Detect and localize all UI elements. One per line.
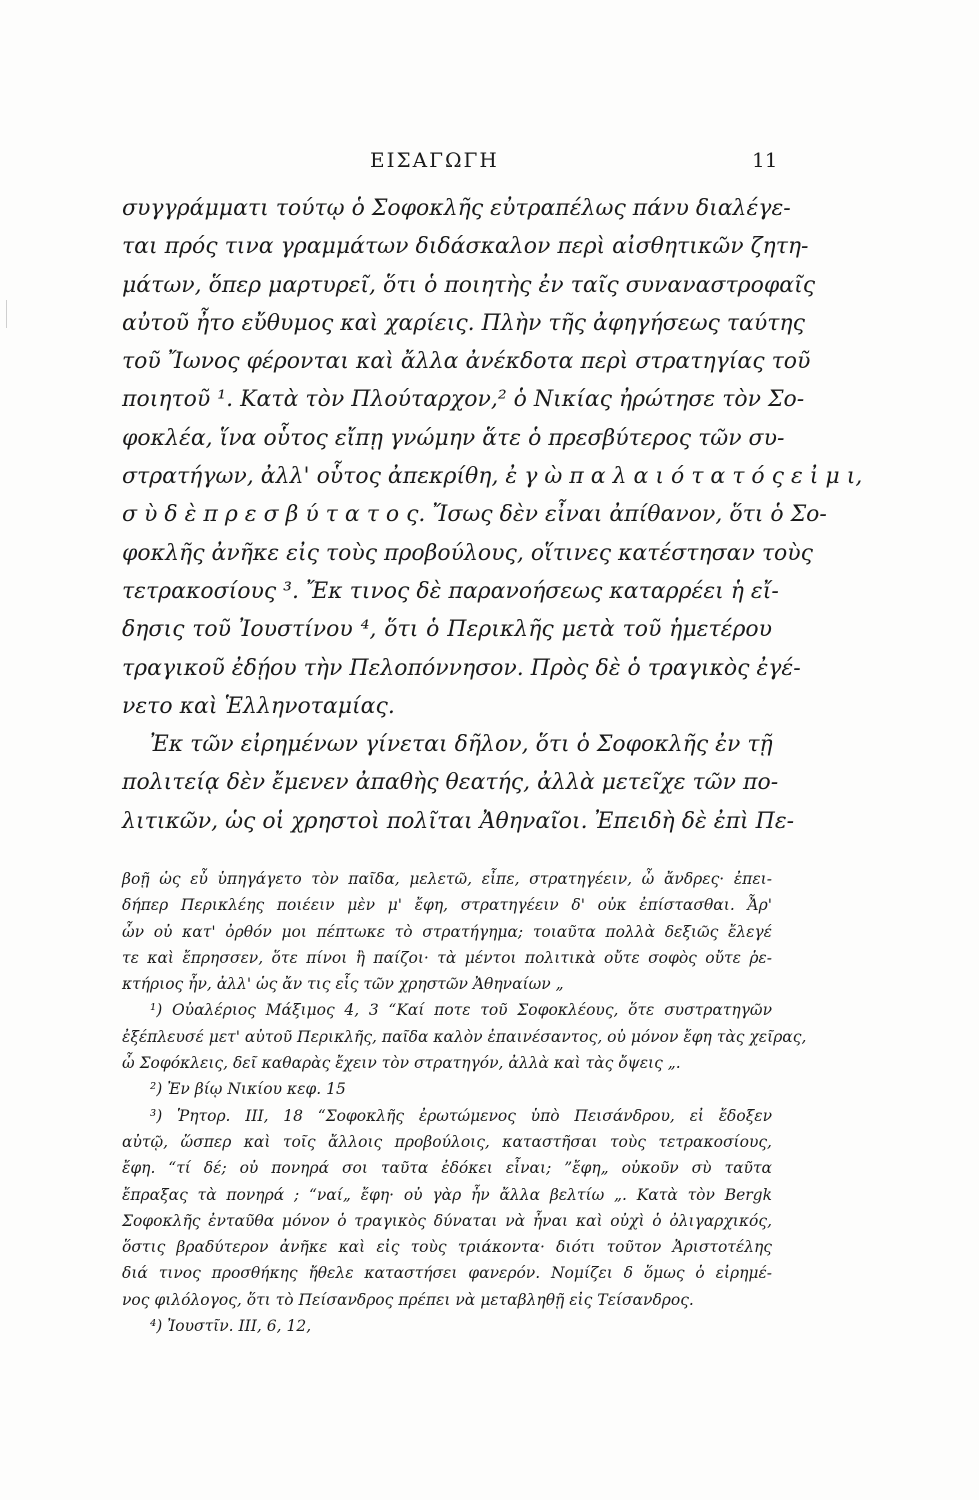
main-text (122, 190, 863, 841)
text-line: δησις τοῦ Ἰουστίνου ⁴, ὅτι ὁ Περικλῆς μετὰ τοῦ ἡμετέρου (122, 617, 772, 643)
text-line: τοῦ Ἴωνος φέρονται καὶ ἄλλα ἀνέκδοτα περὶ στρατηγίας τοῦ (122, 349, 811, 375)
text-line: σ ὺ δ ὲ π ρ ε σ β ύ τ α τ ο ς. Ἴσως δὲν εἶναι ἀπίθανον, ὅτι ὁ Σο- (122, 502, 827, 528)
footnote-line: ἔφη. “τί δέ; οὐ πονηρά σοι ταῦτα ἐδόκει εἶναι; ”ἔφη„ οὐκοῦν σὺ ταῦτα (122, 1159, 772, 1178)
text-line: ποιητοῦ ¹. Κατὰ τὸν Πλούταρχον,² ὁ Νικίας ἠρώτησε τὸν Σο- (122, 387, 805, 413)
text-line: μάτων, ὅπερ μαρτυρεῖ, ὅτι ὁ ποιητὴς ἐν ταῖς συναναστροφαῖς (122, 272, 816, 298)
footnote-line: ὦ Σοφόκλεις, δεῖ καθαρὰς ἔχειν τὸν στρατηγόν, ἀλλὰ καὶ τὰς ὄψεις „. (122, 1054, 681, 1073)
footnote-line: τε καὶ ἔπρησσεν, ὅτε πίνοι ἢ παίζοι· τὰ μέντοι πολιτικὰ οὔτε σοφὸς οὔτε ῥε- (122, 948, 772, 967)
footnote-4: ⁴) Ἰουστῖν. III, 6, 12, (150, 1317, 312, 1336)
text-line: νετο καὶ Ἑλληνοταμίας. (122, 693, 395, 719)
footnote-2: ²) Ἐν βίῳ Νικίου κεφ. 15 (150, 1080, 346, 1099)
footnote-line: Σοφοκλῆς ἐνταῦθα μόνον ὁ τραγικὸς δύναται νὰ ἦναι καὶ οὐχὶ ὁ ὀλιγαρχικός, (122, 1211, 772, 1230)
text-line: ται πρός τινα γραμμάτων διδάσκαλον περὶ αἰσθητικῶν ζητη- (122, 234, 809, 260)
text-line: λιτικῶν, ὡς οἱ χρηστοὶ πολῖται Ἀθηναῖοι. Ἐπειδὴ δὲ ἐπὶ Πε- (122, 808, 795, 834)
text-line: τραγικοῦ ἐδῄου τὴν Πελοπόννησον. Πρὸς δὲ ὁ τραγικὸς ἐγέ- (122, 655, 801, 681)
text-line: φοκλέα, ἵνα οὗτος εἴπῃ γνώμην ἅτε ὁ πρεσβύτερος τῶν συ- (122, 425, 785, 451)
footnote-3: ³) Ῥητορ. III, 18 “Σοφοκλῆς ἐρωτώμενος ὑπὸ Πεισάνδρου, εἰ ἔδοξεν (150, 1106, 772, 1125)
footnote-line: ὦν οὐ κατ' ὀρθόν μοι πέπτωκε τὸ στρατήγημα; τοιαῦτα πολλὰ δεξιῶς ἔλεγέ (122, 922, 772, 941)
footnote-line: ἔπραξας τὰ πονηρά ; “ναί„ ἔφη· οὐ γὰρ ἦν ἄλλα βελτίω „. Κατὰ τὸν Bergk (122, 1185, 772, 1204)
footnote-1: ¹) Οὐαλέριος Μάξιμος 4, 3 “Καί ποτε τοῦ Σοφοκλέους, ὅτε συστρατηγῶν (150, 1001, 772, 1020)
text-line: φοκλῆς ἀνῆκε εἰς τοὺς προβούλους, οἵτινες κατέστησαν τοὺς (122, 540, 813, 566)
footnote-line: αὐτῷ, ὥσπερ καὶ τοῖς ἄλλοις προβούλοις, καταστῆσαι τοὺς τετρακοσίους, (122, 1132, 772, 1151)
page-header (0, 148, 979, 178)
page-number: 11 (752, 148, 778, 172)
footnote-line: βοῇ ὡς εὖ ὑπηγάγετο τὸν παῖδα, μελετῶ, εἶπε, στρατηγέειν, ὦ ἄνδρες· ἐπει- (122, 870, 772, 888)
text-line: συγγράμματι τούτῳ ὁ Σοφοκλῆς εὐτραπέλως πάνυ διαλέγε- (122, 196, 791, 221)
running-head: ΕΙΣΑΓΩΓΗ (370, 148, 499, 172)
footnote-line: διά τινος προσθήκης ἤθελε καταστήσει φανερόν. Νομίζει δ ὅμως ὁ εἰρημέ- (122, 1264, 772, 1283)
text-line: τετρακοσίους ³. Ἔκ τινος δὲ παρανοήσεως καταρρέει ἡ εἴ- (122, 578, 779, 604)
text-line: αὐτοῦ ἦτο εὔθυμος καὶ χαρίεις. Πλὴν τῆς ἀφηγήσεως ταύτης (122, 310, 805, 336)
footnotes (122, 866, 807, 1339)
footnote-line: κτήριος ἦν, ἀλλ' ὡς ἄν τις εἷς τῶν χρηστῶν Ἀθηναίων „ (122, 975, 564, 994)
footnote-line: νος φιλόλογος, ὅτι τὸ Πείσανδρος πρέπει νὰ μεταβληθῇ εἰς Τείσανδρος. (122, 1290, 694, 1309)
footnote-line: ὅστις βραδύτερον ἀνῆκε καὶ εἰς τοὺς τριάκοντα· διότι τοῦτον Ἀριστοτέλης (122, 1238, 772, 1257)
paragraph-start-line: Ἐκ τῶν εἰρημένων γίνεται δῆλον, ὅτι ὁ Σοφοκλῆς ἐν τῇ (150, 732, 773, 758)
page-edge-mark (0, 300, 7, 328)
footnote-line: δήπερ Περικλέης ποιέειν μὲν μ' ἔφη, στρατηγέειν δ' οὐκ ἐπίστασθαι. Ἆρ' (122, 896, 772, 915)
text-line: πολιτείᾳ δὲν ἔμενεν ἀπαθὴς θεατής, ἀλλὰ μετεῖχε τῶν πο- (122, 770, 779, 796)
footnote-line: ἐξέπλευσέ μετ' αὐτοῦ Περικλῆς, παῖδα καλὸν ἐπαινέσαντος, οὐ μόνον ἔφη τὰς χεῖρας, (122, 1027, 807, 1046)
text-line: στρατήγων, ἀλλ' οὗτος ἀπεκρίθη, ἐ γ ὼ π α λ α ι ό τ α τ ό ς ε ἰ μ ι, (122, 464, 863, 490)
